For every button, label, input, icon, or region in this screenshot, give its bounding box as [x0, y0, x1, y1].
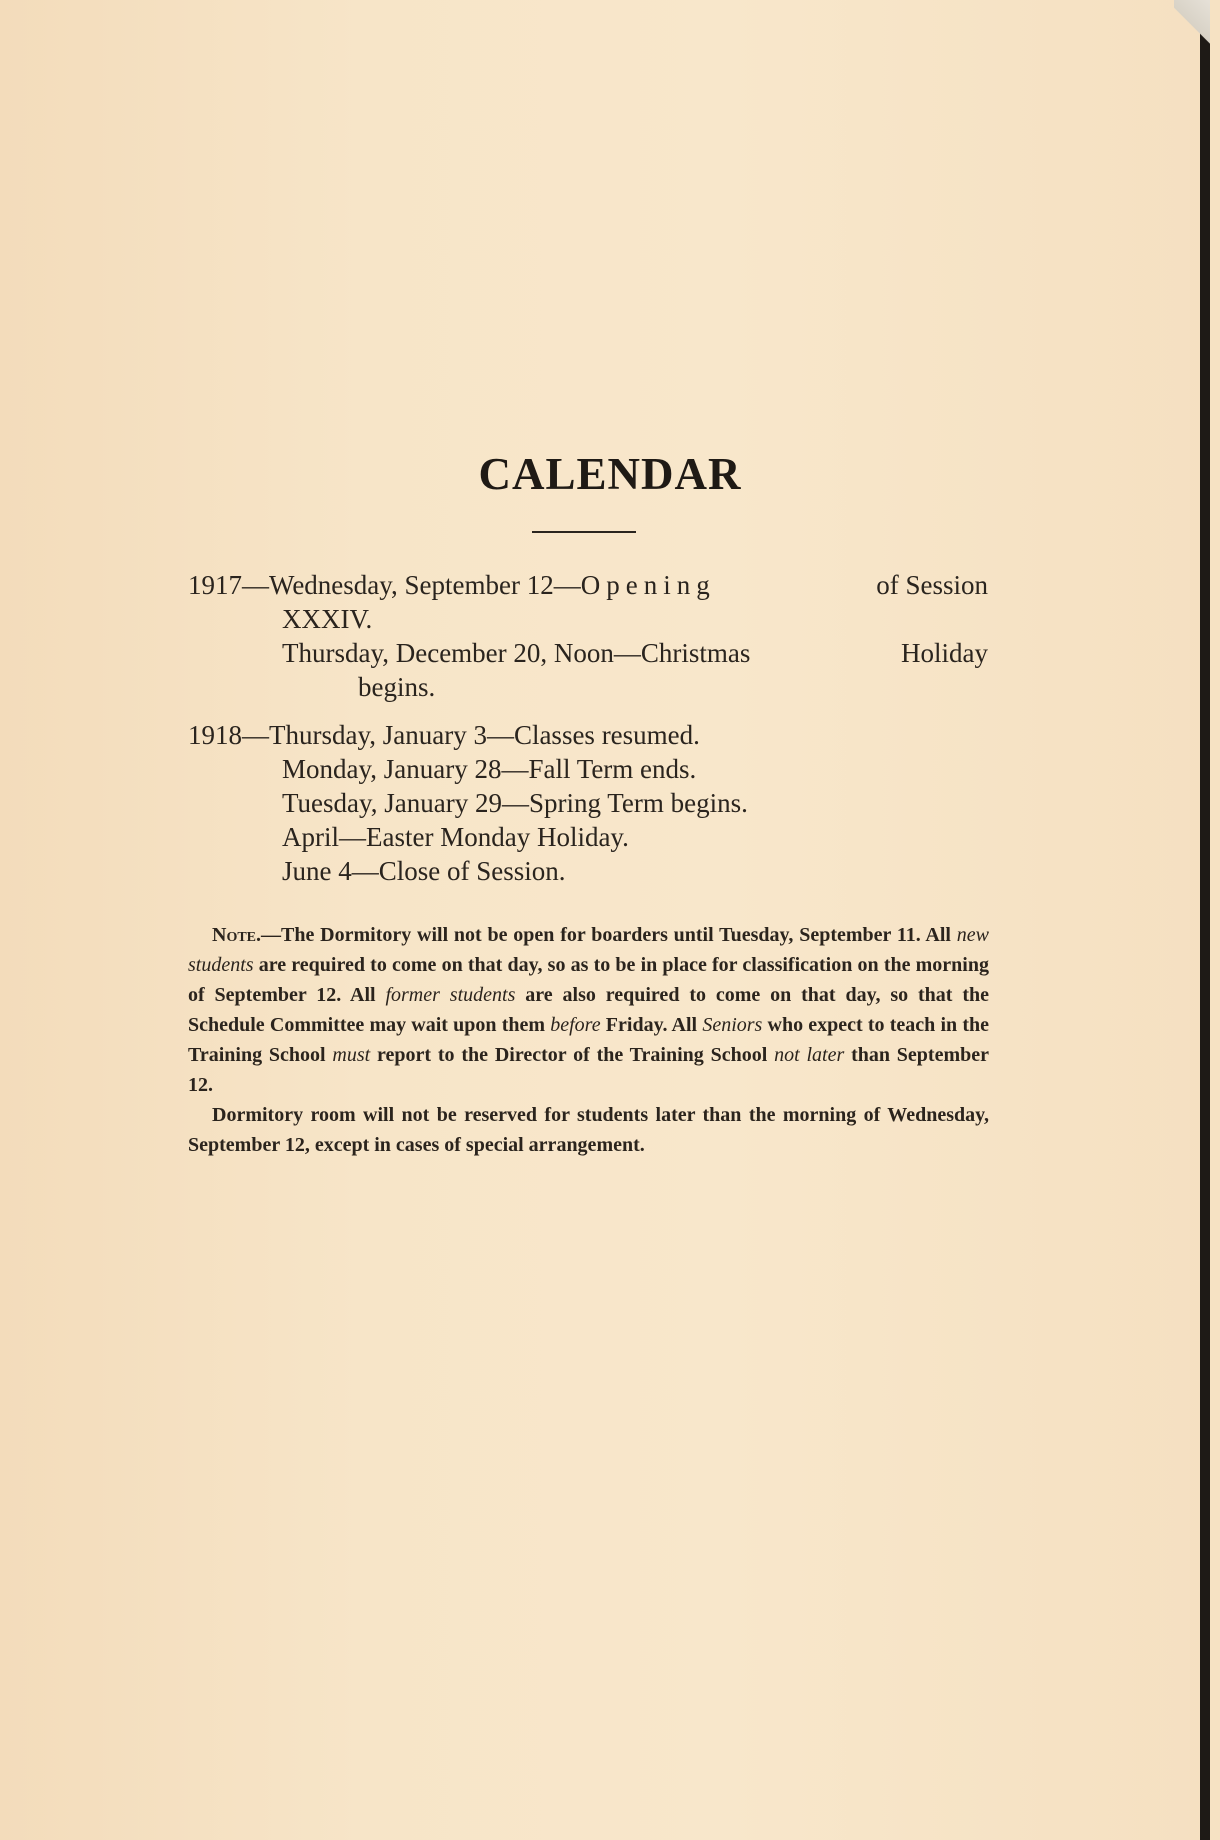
entry-1918-line-5: June 4—Close of Session. — [282, 856, 566, 886]
note-text: are required to come on that day, so as to be in place for classification on the morning of September 12. All — [188, 954, 989, 1006]
entry-1917-line-3-right: Holiday — [901, 638, 988, 668]
note-emphasis: not later — [774, 1044, 845, 1066]
entry-1918-line-1: 1918—Thursday, January 3—Classes resumed. — [188, 720, 700, 750]
entry-1917-line-3 — [188, 636, 988, 670]
note-emphasis: Seniors — [702, 1014, 763, 1036]
entry-1918-line-4: April—Easter Monday Holiday. — [282, 822, 629, 852]
entry-1917-line-1-left: 1917—Wednesday, September 12— — [188, 570, 581, 600]
note-paragraph-2: Dormitory room will not be reserved for students later than the morning of Wednesday, September 12, except in cases of special arrangement. — [188, 1104, 989, 1156]
note-text: report to the Director of the Training School — [370, 1044, 775, 1066]
page-title: CALENDAR — [478, 449, 742, 499]
note-text: who expect to teach in the Training School — [188, 1014, 989, 1066]
note-emphasis: new students — [188, 924, 989, 976]
note-text: —The Dormitory will not be open for boarders until Tuesday, September 11. All — [261, 924, 957, 946]
note-label: Note. — [212, 924, 262, 946]
calendar-year-1917 — [188, 568, 988, 704]
entry-1918-line-3: Tuesday, January 29—Spring Term begins. — [282, 788, 748, 818]
title-rule-divider — [532, 531, 636, 533]
note-paragraph-1 — [188, 920, 989, 1100]
entry-1918-line-2: Monday, January 28—Fall Term ends. — [282, 754, 697, 784]
entry-1917-line-3-left: Thursday, December 20, Noon—Christmas — [282, 638, 751, 668]
entry-1917-line-2: XXXIV. — [282, 604, 373, 634]
entry-1917-line-1-right: of Session — [876, 570, 988, 600]
note-emphasis: must — [332, 1044, 371, 1066]
entry-1917-opening: Opening — [580, 570, 716, 600]
note-text: are also required to come on that day, so that the Schedule Committee may wait upon them — [188, 984, 990, 1036]
entry-1917-line-4: begins. — [358, 672, 436, 702]
calendar-entries — [188, 568, 988, 902]
note-emphasis: former students — [385, 984, 516, 1006]
calendar-year-1918 — [188, 718, 988, 888]
note-text: than September 12. — [188, 1044, 989, 1096]
entry-1917-line-1 — [188, 568, 988, 602]
note-text: Friday. All — [600, 1014, 703, 1036]
page-corner-fold — [1174, 0, 1210, 60]
page-edge-shadow — [1200, 30, 1210, 1840]
note-emphasis: before — [550, 1014, 601, 1036]
note-section — [188, 920, 989, 1160]
